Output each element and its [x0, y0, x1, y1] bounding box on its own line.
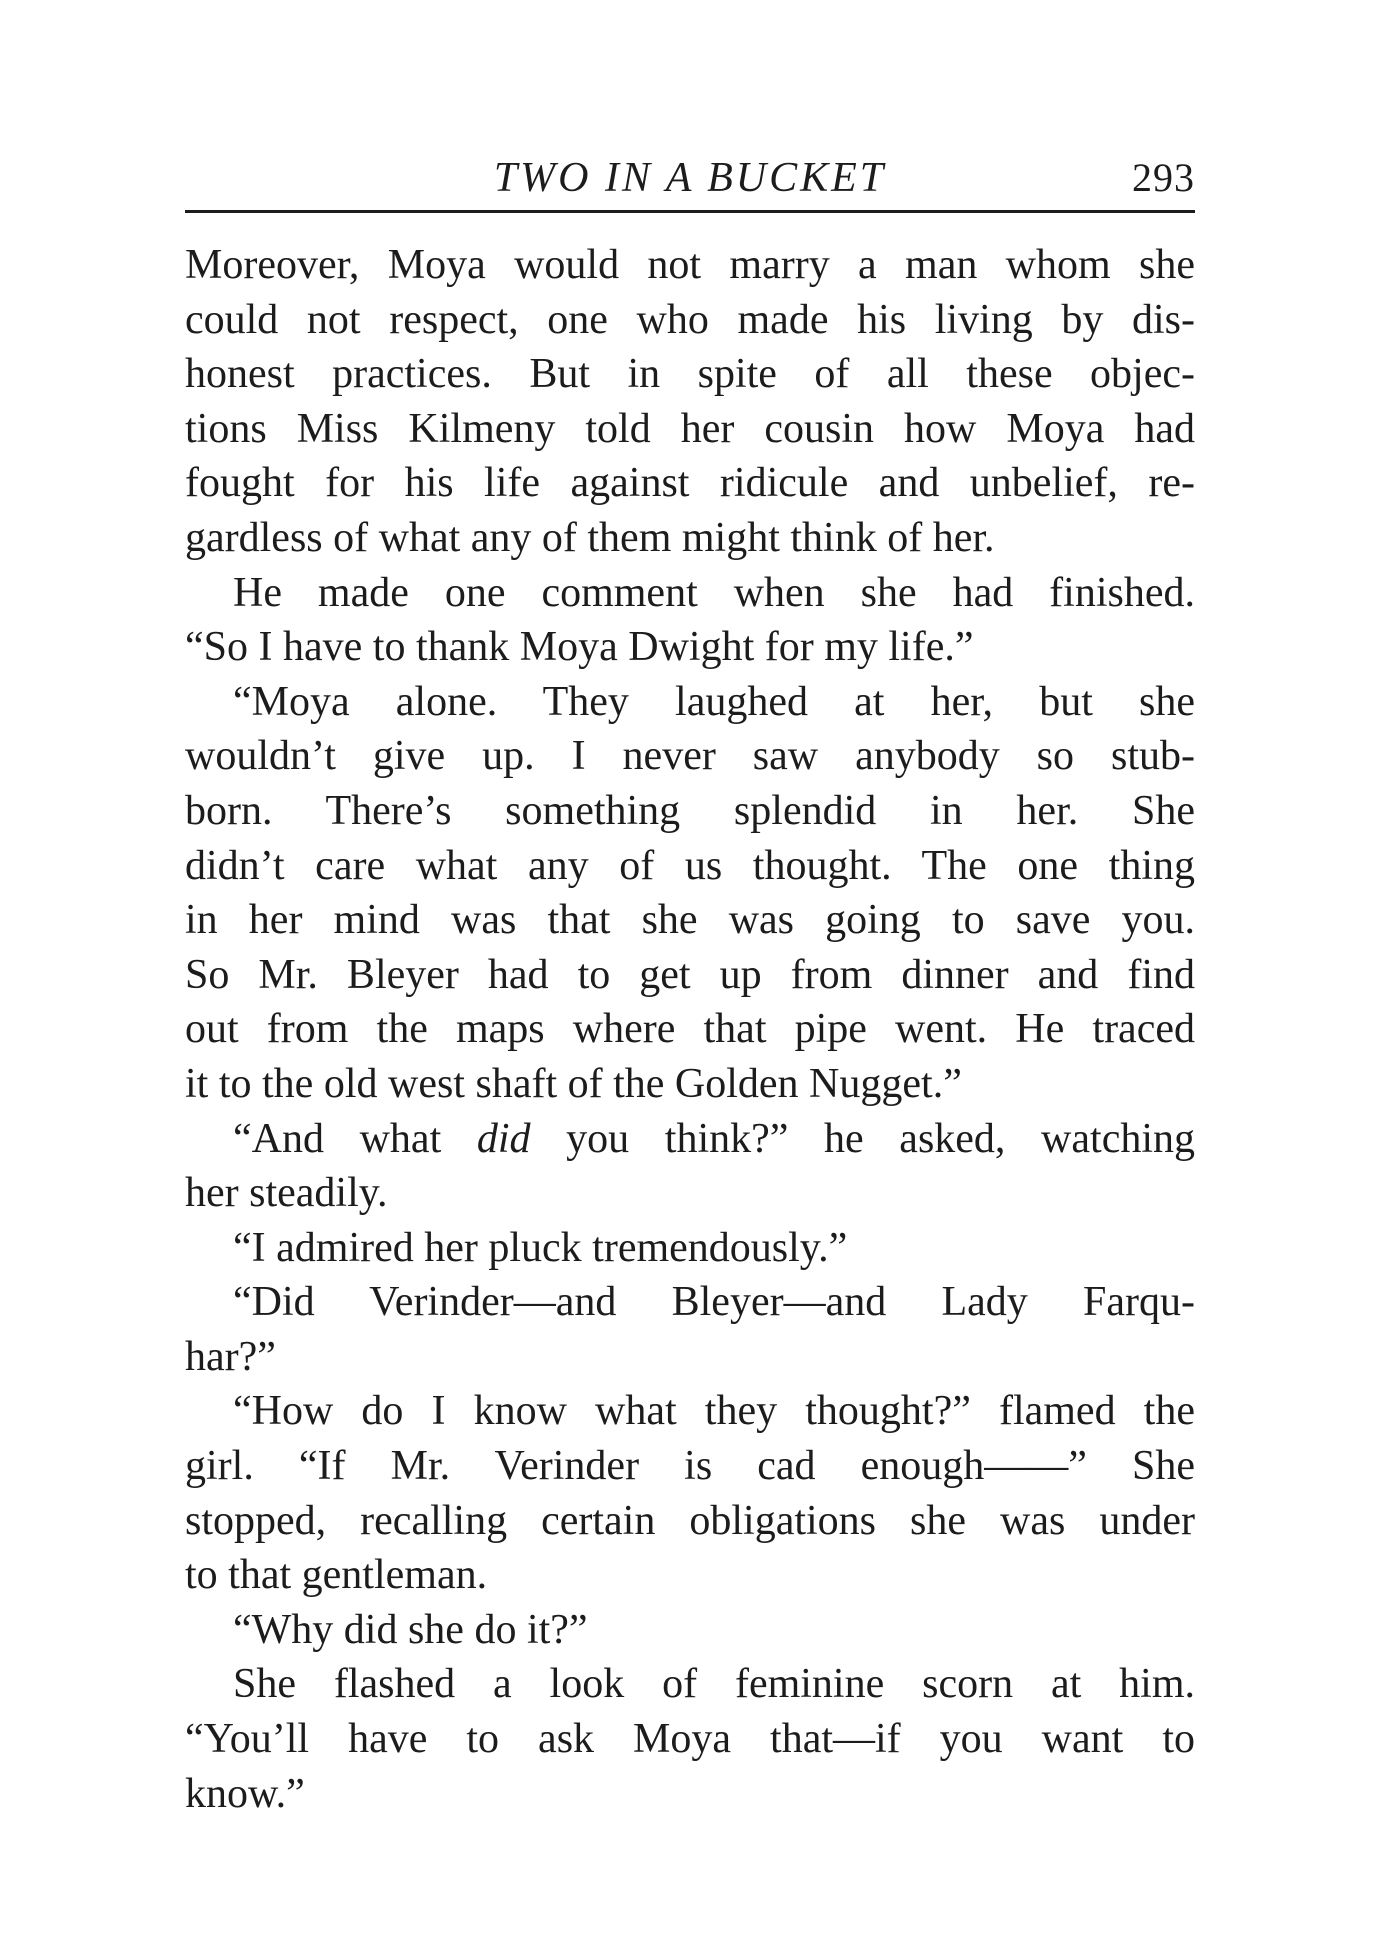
text-line: tions Miss Kilmeny told her cousin how Moya had	[185, 405, 1195, 452]
text-line: Moreover, Moya would not marry a man whom she	[185, 242, 1195, 288]
body-text	[185, 238, 1195, 1821]
text-line: out from the maps where that pipe went. He traced	[185, 1006, 1195, 1053]
text-line: could not respect, one who made his living by dis-	[185, 296, 1195, 343]
text-line	[185, 1112, 1195, 1167]
text-line: stopped, recalling certain obligations she was under	[185, 1497, 1195, 1544]
text-segment: you think?” he asked, watching	[530, 1115, 1196, 1162]
text-line: “You’ll have to ask Moya that—if you want to	[185, 1716, 1195, 1763]
text-line: her steadily.	[185, 1170, 388, 1217]
text-line: wouldn’t give up. I never saw anybody so stub-	[185, 733, 1195, 780]
text-line: born. There’s something splendid in her. She	[185, 787, 1195, 834]
text-segment: “And what	[233, 1115, 477, 1162]
text-line: “Moya alone. They laughed at her, but she	[233, 678, 1195, 725]
text-line: So Mr. Bleyer had to get up from dinner and find	[185, 951, 1195, 998]
text-line: girl. “If Mr. Verinder is cad enough——” She	[185, 1443, 1195, 1490]
text-line: it to the old west shaft of the Golden Nugget.”	[185, 1060, 962, 1107]
text-line: in her mind was that she was going to save you.	[185, 897, 1195, 944]
text-line: gardless of what any of them might think of her.	[185, 514, 995, 561]
page-number: 293	[1132, 155, 1195, 200]
text-line: know.”	[185, 1770, 305, 1817]
text-line: “Did Verinder—and Bleyer—and Lady Farqu-	[233, 1279, 1195, 1326]
text-line: to that gentleman.	[185, 1552, 488, 1599]
text-line: “I admired her pluck tremendously.”	[233, 1224, 848, 1271]
text-line: har?”	[185, 1333, 276, 1380]
text-line: fought for his life against ridicule and unbelief, re-	[185, 460, 1195, 507]
text-line: honest practices. But in spite of all these objec-	[185, 351, 1195, 398]
running-head	[185, 148, 1195, 208]
text-line: “So I have to thank Moya Dwight for my life.”	[185, 624, 974, 671]
text-line: “Why did she do it?”	[233, 1606, 588, 1653]
text-line: She flashed a look of feminine scorn at him.	[233, 1661, 1195, 1708]
text-line: He made one comment when she had finished.	[233, 569, 1195, 616]
header-rule	[185, 210, 1195, 213]
text-line: “How do I know what they thought?” flamed the	[233, 1388, 1195, 1435]
running-head-title: TWO IN A BUCKET	[493, 155, 887, 201]
italic-word: did	[476, 1115, 531, 1162]
text-line: didn’t care what any of us thought. The one thing	[185, 842, 1195, 889]
